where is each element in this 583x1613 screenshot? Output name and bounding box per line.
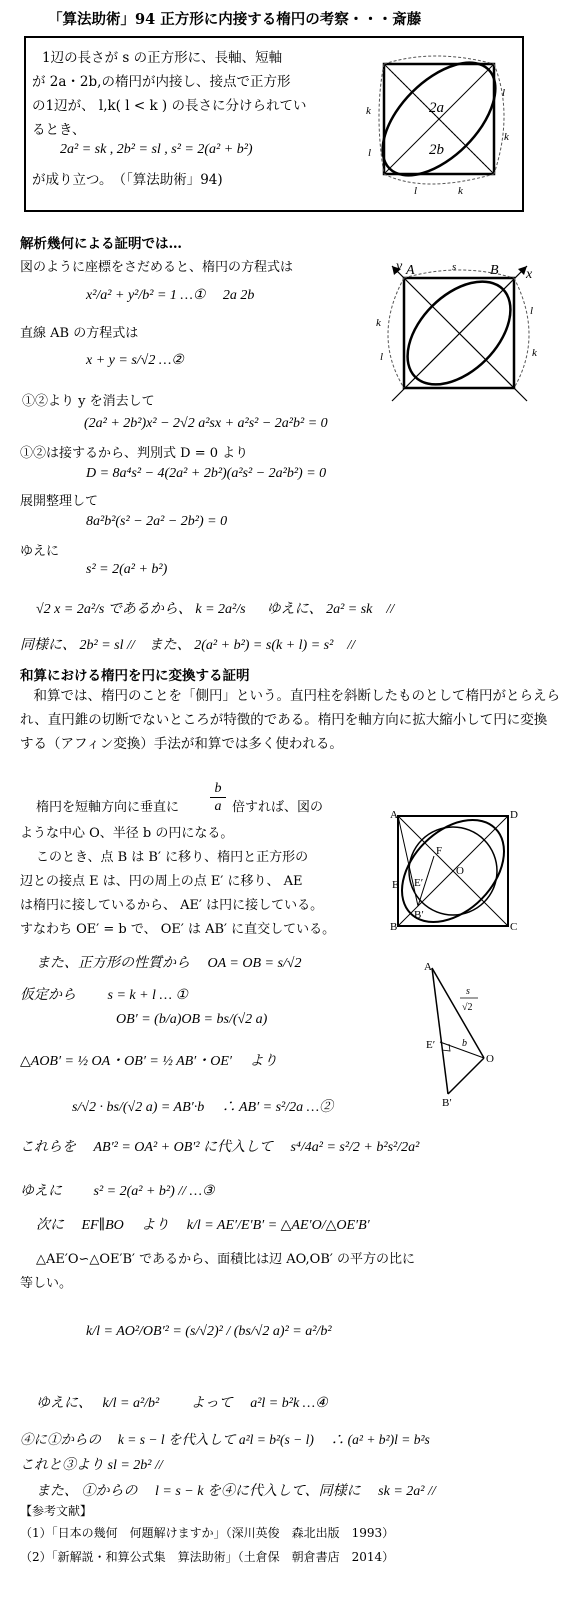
equation: D = 8a⁴s² − 4(2a² + 2b²)(a²s² − 2a²b²) = 0: [86, 466, 327, 481]
text-line: 等しい。: [20, 1276, 73, 1291]
point-A: A: [390, 809, 398, 821]
text-line: 直線 AB の方程式は: [20, 326, 139, 341]
text-line: 展開整理して: [20, 494, 99, 509]
equation: s/√2 · bs/(√2 a) = AB′·b ∴ AB′ = s²/2a …②: [72, 1100, 334, 1115]
point-A: A: [424, 961, 432, 973]
label-l: l: [530, 305, 534, 317]
equation: x²/a² + y²/b² = 1 …① 2a 2b: [86, 288, 255, 303]
equation: 同様に、 2b² = sl // また、 2(a² + b²) = s(k + l) = s² //: [20, 638, 356, 653]
theorem-line: が成り立つ。 （「算法助術」94): [32, 172, 223, 188]
axis-y-label: y: [396, 259, 403, 274]
label-k: k: [504, 131, 509, 143]
point-D: D: [510, 809, 518, 821]
figure-circle-in-square: [384, 806, 524, 934]
label-l: l: [380, 351, 384, 363]
equation: また、 ①からの l = s − k を④に代入して、同様に sk = 2a² //: [36, 1484, 436, 1499]
paragraph: 和算では、楕円のことを「側円」という。直円柱を斜断したものとして楕円がとらえられ、直円錐の切断でないところが特徴的である。楕円を軸方向に拡大縮小して円に変換する（アフィン変換）手法が和算では多く使われる。: [20, 688, 560, 752]
point-A: A: [406, 263, 415, 278]
fraction-denominator: a: [210, 797, 226, 815]
equation: 次に EF∥BO より k/l = AE′/E′B′ = △AE′O/△OE′B′: [36, 1218, 370, 1233]
equation: k/l = AO²/OB′² = (s/√2)² / (bs/√2 a)² = a²/b²: [86, 1324, 332, 1339]
text-line: 図のように座標をさだめると、楕円の方程式は: [20, 260, 294, 275]
equation: これらを AB′² = OA² + OB′² に代入して s⁴/4a² = s²/2 + b²s²/2a²: [20, 1140, 420, 1155]
theorem-formula: 2a² = sk , 2b² = sl , s² = 2(a² + b²): [60, 142, 253, 157]
equation: s² = 2(a² + b²): [86, 562, 168, 577]
fraction-numerator: b: [214, 781, 222, 796]
text-line: すなわち OE′ = b で、 OE′ は AB′ に直交している。: [20, 922, 336, 937]
label-s: s: [466, 986, 470, 997]
label-l: l: [368, 147, 372, 159]
point-F: F: [436, 845, 443, 857]
equation: これと③より sl = 2b² //: [20, 1458, 163, 1473]
point-E-prime: E′: [414, 877, 424, 889]
theorem-line: 1辺の長さが s の正方形に、長軸、短軸: [42, 50, 283, 66]
label-k: k: [458, 185, 463, 197]
text-line: 楕円を短軸方向に垂直に: [36, 800, 180, 815]
text-line: 辺との接点 E は、円の周上の点 E′ に移り、 AE: [20, 874, 303, 889]
text-line: △AE′O∽△OE′B′ であるから、面積比は辺 AO,OB′ の平方の比に: [36, 1252, 415, 1267]
text-line: は楕円に接しているから、 AE′ は円に接している。: [20, 898, 324, 913]
equation: OB′ = (b/a)OB = bs/(√2 a): [116, 1012, 268, 1027]
label-root2: √2: [462, 1002, 473, 1013]
label-k: k: [366, 105, 371, 117]
page-title: 「算法助術」94 正方形に内接する楕円の考察・・・斎藤: [48, 11, 422, 28]
figure-inscribed-ellipse: [354, 44, 516, 204]
figure-right-triangle: [416, 958, 526, 1108]
reference-item: （1）「日本の幾何 何題解けますか」（深川英俊 森北出版 1993）: [20, 1526, 395, 1540]
label-s: s: [452, 261, 457, 273]
equation: (2a² + 2b²)x² − 2√2 a²sx + a²s² − 2a²b² = 0: [84, 416, 328, 431]
equation: △AOB′ = ½ OA・OB′ = ½ AB′・OE′ より: [20, 1054, 278, 1069]
theorem-line: るとき、: [32, 122, 86, 138]
point-B-prime: B′: [414, 909, 424, 921]
point-B: B: [390, 921, 398, 933]
section-heading: 和算における楕円を円に変換する証明: [20, 668, 250, 684]
label-k: k: [376, 317, 381, 329]
text-line: 倍すれば、図の: [232, 800, 324, 815]
label-l: l: [414, 185, 418, 197]
text-line: ゆえに: [20, 544, 60, 559]
equation: x + y = s/√2 …②: [86, 353, 184, 368]
fraction-b-over-a: [210, 780, 226, 815]
label-b: b: [462, 1038, 467, 1049]
point-B-prime: B′: [442, 1097, 452, 1108]
equation: 8a²b²(s² − 2a² − 2b²) = 0: [86, 514, 228, 529]
reference-item: （2）「新解説・和算公式集 算法助術」（土倉保 朝倉書店 2014）: [20, 1550, 395, 1564]
point-O: O: [486, 1053, 494, 1065]
text-line: ①②は接するから、判別式 D = 0 より: [20, 446, 249, 461]
section-heading: 解析幾何による証明では…: [20, 236, 182, 252]
equation: √2 x = 2a²/s であるから、 k = 2a²/s ゆえに、 2a² = sk //: [36, 602, 395, 617]
point-E: E: [392, 879, 399, 891]
text-line: ような中心 O、半径 b の円になる。: [20, 826, 234, 841]
equation: また、正方形の性質から OA = OB = s/√2: [36, 956, 302, 971]
label-2b: 2b: [429, 142, 444, 158]
theorem-box: [24, 36, 524, 212]
text-line: このとき、点 B は B′ に移り、楕円と正方形の: [36, 850, 309, 865]
equation: ゆえに、 k/l = a²/b² よって a²l = b²k …④: [36, 1396, 328, 1411]
point-C: C: [510, 921, 518, 933]
point-B: B: [490, 263, 499, 278]
equation: ゆえに s² = 2(a² + b²) // …③: [20, 1184, 215, 1199]
label-l: l: [502, 87, 506, 99]
references-heading: 【参考文献】: [20, 1504, 93, 1518]
theorem-line: の1辺が、 l,k( l < k ) の長さに分けられてい: [32, 98, 307, 114]
theorem-line: が 2a・2b,の楕円が内接し、接点で正方形: [32, 74, 291, 90]
point-O: O: [456, 865, 464, 877]
axis-x-label: x: [526, 267, 533, 282]
figure-coordinate-square: [372, 256, 542, 406]
label-2a: 2a: [429, 100, 444, 116]
equation: ④に①からの k = s − l を代入して a²l = b²(s − l) ∴ (a² + b²)l = b²s: [20, 1432, 430, 1447]
equation: 仮定から s = k + l … ①: [20, 988, 188, 1003]
point-E-prime: E′: [426, 1039, 436, 1051]
label-k: k: [532, 347, 537, 359]
text-line: ①②より y を消去して: [22, 394, 155, 409]
